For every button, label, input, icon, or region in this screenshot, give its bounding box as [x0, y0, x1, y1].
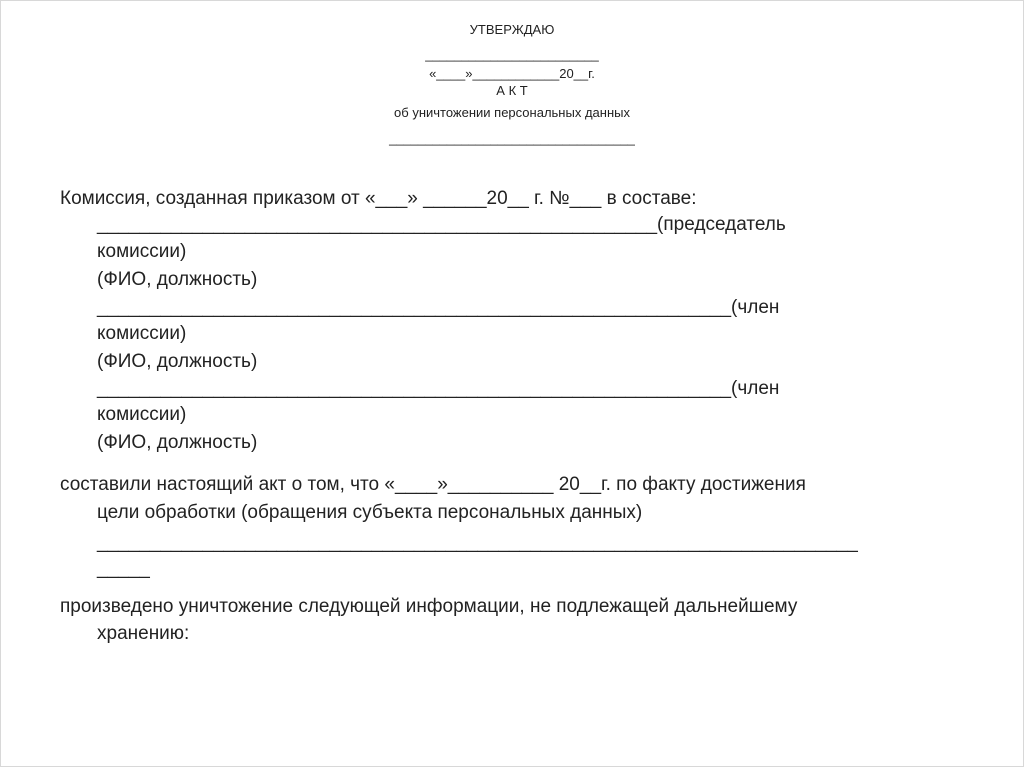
- act-subtitle: об уничтожении персональных данных: [394, 105, 630, 120]
- composed-act-line-2: цели обработки (обращения субъекта персональных данных): [97, 502, 643, 523]
- member2-role-continuation: комиссии): [97, 404, 187, 425]
- composed-act-blank-tail: _____: [97, 558, 150, 579]
- member2-fio-caption: (ФИО, должность): [97, 432, 258, 453]
- destroyed-info-line-1: произведено уничтожение следующей информации, не подлежащей дальнейшему: [60, 596, 798, 617]
- approval-date-line: «____»____________20__г.: [429, 66, 595, 81]
- member1-role-continuation: комиссии): [97, 323, 187, 344]
- act-title: А К Т: [496, 83, 528, 98]
- chair-line: _____________________________________________________(председатель: [97, 214, 786, 235]
- approver-signature-line: ________________________: [425, 47, 599, 62]
- member2-line: ____________________________________________________________(член: [97, 378, 780, 399]
- composed-act-line-1: составили настоящий акт о том, что «____»__________ 20__г. по факту достижения: [60, 474, 806, 495]
- act-header-bottom-line: __________________________________: [389, 131, 635, 146]
- commission-intro: Комиссия, созданная приказом от «___» ______20__ г. №___ в составе:: [60, 188, 697, 209]
- chair-role-continuation: комиссии): [97, 241, 187, 262]
- destroyed-info-line-2: хранению:: [97, 623, 190, 644]
- member1-line: ____________________________________________________________(член: [97, 297, 780, 318]
- composed-act-blank-line: ________________________________________________________________________: [97, 532, 858, 553]
- approve-label: УТВЕРЖДАЮ: [469, 22, 555, 37]
- member1-fio-caption: (ФИО, должность): [97, 351, 258, 372]
- chair-fio-caption: (ФИО, должность): [97, 269, 258, 290]
